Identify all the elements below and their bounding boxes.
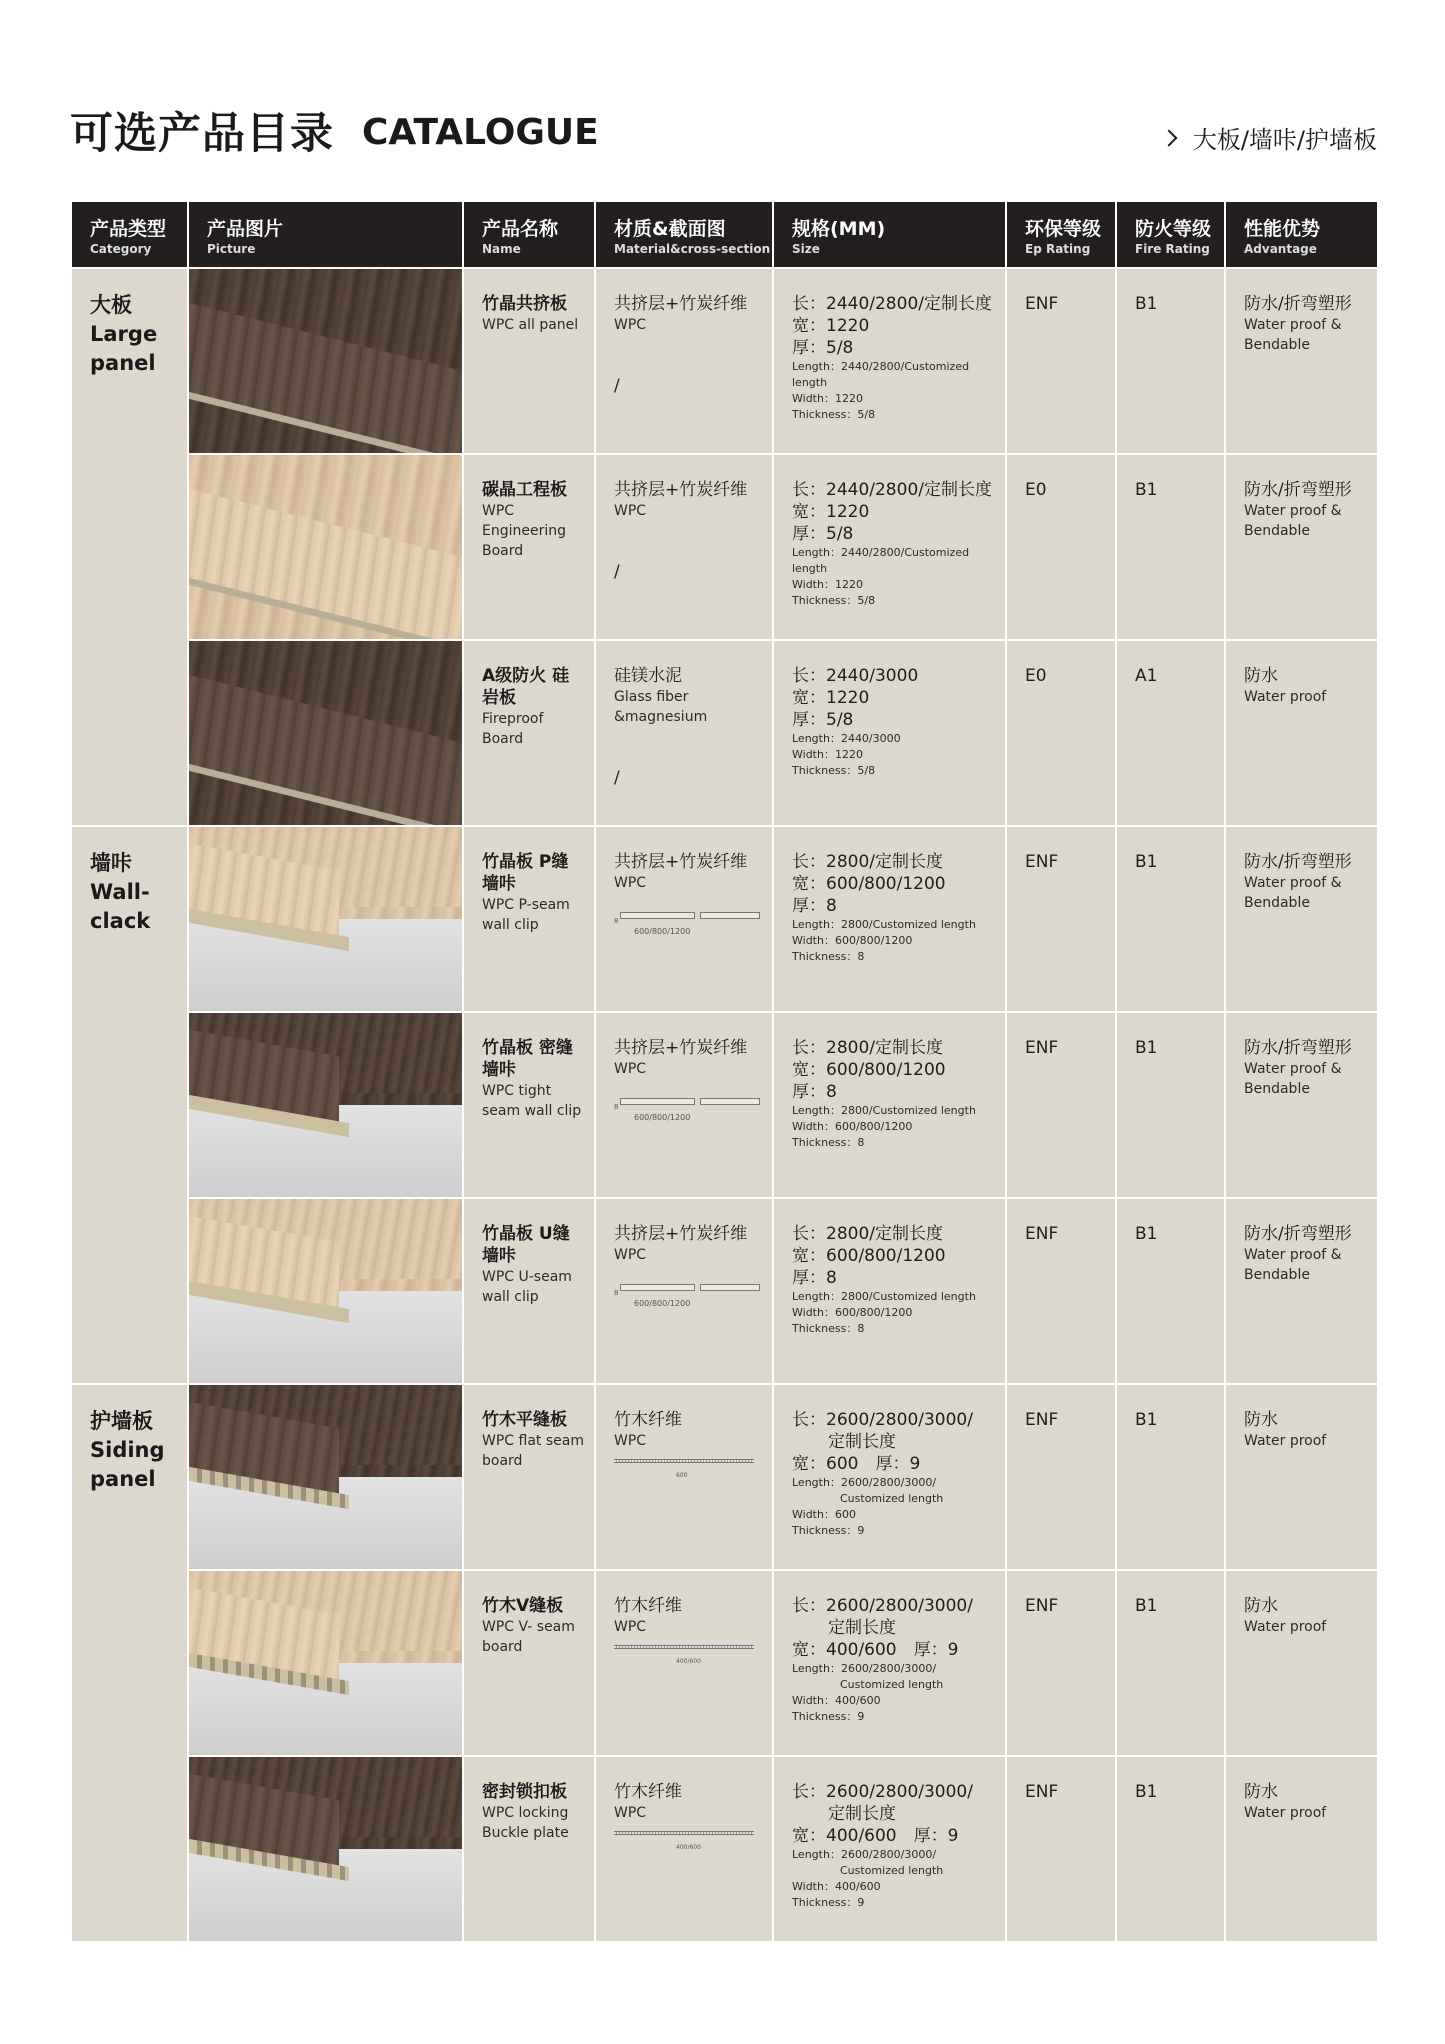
size-line: 长：2440/2800/定制长度 bbox=[792, 480, 992, 500]
product-name-cell bbox=[463, 454, 595, 640]
product-name-cell bbox=[463, 640, 595, 826]
material-cell bbox=[595, 640, 773, 826]
material-cell bbox=[595, 1384, 773, 1570]
material-en: WPC bbox=[614, 1619, 647, 1635]
material-cell bbox=[595, 454, 773, 640]
size-line: 宽：600/800/1200 bbox=[792, 874, 946, 894]
size-line-en: Thickness：5/8 bbox=[792, 764, 876, 777]
table-row bbox=[71, 1012, 1378, 1198]
product-image bbox=[188, 640, 463, 826]
material-cn: 硅镁水泥 bbox=[614, 666, 682, 686]
cross-section-diagram: 8 600/800/1200 bbox=[614, 1093, 764, 1115]
material-cn: 共挤层+竹炭纤维 bbox=[614, 294, 748, 314]
material-en: WPC bbox=[614, 503, 647, 519]
fire-rating: B1 bbox=[1116, 1756, 1225, 1942]
advantage-cn: 防水 bbox=[1244, 1596, 1278, 1616]
advantage-en: Water proof & Bendable bbox=[1244, 1061, 1342, 1097]
size-line-en: Length：2600/2800/3000/ bbox=[792, 1662, 937, 1675]
advantage-cn: 防水 bbox=[1244, 666, 1278, 686]
fire-rating: B1 bbox=[1116, 1012, 1225, 1198]
product-name-cell bbox=[463, 1012, 595, 1198]
chevron-right-icon bbox=[1160, 129, 1177, 146]
product-name-cell bbox=[463, 1198, 595, 1384]
size-line-en: Length：2600/2800/3000/ bbox=[792, 1848, 937, 1861]
category-name-cn: 墙咔 bbox=[90, 851, 132, 875]
size-line-en: Length：2440/2800/Customized length bbox=[792, 360, 970, 389]
product-name-cn: 竹晶板 U缝墙咔 bbox=[482, 1224, 570, 1266]
size-line-en: Length：2440/3000 bbox=[792, 732, 901, 745]
material-cn: 共挤层+竹炭纤维 bbox=[614, 852, 748, 872]
size-line-en: Length：2800/Customized length bbox=[792, 918, 976, 931]
size-line: 长：2800/定制长度 bbox=[792, 852, 943, 872]
advantage-cn: 防水 bbox=[1244, 1782, 1278, 1802]
advantage-cn: 防水/折弯塑形 bbox=[1244, 1038, 1352, 1058]
material-cell bbox=[595, 1570, 773, 1756]
product-name-cell bbox=[463, 1570, 595, 1756]
size-line-en: Customized length bbox=[840, 1864, 944, 1877]
advantage-en: Water proof & Bendable bbox=[1244, 875, 1342, 911]
advantage-cell bbox=[1225, 1012, 1378, 1198]
size-line: 长：2440/3000 bbox=[792, 666, 919, 686]
size-line-en: Width：400/600 bbox=[792, 1880, 881, 1893]
size-line: 定制长度 bbox=[828, 1618, 896, 1638]
advantage-en: Water proof & Bendable bbox=[1244, 1247, 1342, 1283]
material-cell bbox=[595, 826, 773, 1012]
table-row bbox=[71, 1384, 1378, 1570]
size-line-en: Thickness：5/8 bbox=[792, 594, 876, 607]
product-name-cn: 竹晶板 P缝墙咔 bbox=[482, 852, 569, 894]
advantage-cell bbox=[1225, 268, 1378, 454]
size-line-en: Thickness：9 bbox=[792, 1710, 865, 1723]
size-line: 定制长度 bbox=[828, 1432, 896, 1452]
ep-rating: ENF bbox=[1006, 826, 1116, 1012]
material-cell bbox=[595, 1198, 773, 1384]
size-line: 厚：8 bbox=[792, 1082, 837, 1102]
fire-rating: B1 bbox=[1116, 826, 1225, 1012]
product-image bbox=[188, 454, 463, 640]
product-name-en: WPC tight seam wall clip bbox=[482, 1083, 582, 1119]
material-cn: 共挤层+竹炭纤维 bbox=[614, 480, 748, 500]
size-line-en: Width：600/800/1200 bbox=[792, 934, 913, 947]
size-line-en: Customized length bbox=[840, 1678, 944, 1691]
breadcrumb-label: 大板/墙咔/护墙板 bbox=[1192, 126, 1377, 154]
advantage-en: Water proof & Bendable bbox=[1244, 503, 1342, 539]
size-line: 宽：400/600 厚：9 bbox=[792, 1826, 959, 1846]
fire-rating: B1 bbox=[1116, 1384, 1225, 1570]
size-line-en: Thickness：9 bbox=[792, 1524, 865, 1537]
product-image bbox=[188, 268, 463, 454]
page-title-cn: 可选产品目录 bbox=[70, 109, 334, 159]
product-name-en: WPC all panel bbox=[482, 317, 579, 333]
category-name-en: Large panel bbox=[90, 322, 158, 375]
cross-section-placeholder: / bbox=[614, 376, 620, 396]
size-cell bbox=[773, 1756, 1006, 1942]
size-line-en: Width：600/800/1200 bbox=[792, 1306, 913, 1319]
fire-rating: B1 bbox=[1116, 1198, 1225, 1384]
size-line: 长：2600/2800/3000/ bbox=[792, 1596, 973, 1616]
size-line-en: Length：2800/Customized length bbox=[792, 1290, 976, 1303]
material-en: WPC bbox=[614, 875, 647, 891]
advantage-en: Water proof bbox=[1244, 1619, 1327, 1635]
size-line: 厚：8 bbox=[792, 1268, 837, 1288]
material-en: WPC bbox=[614, 1061, 647, 1077]
size-line-en: Thickness：9 bbox=[792, 1896, 865, 1909]
product-name-en: WPC locking Buckle plate bbox=[482, 1805, 569, 1841]
size-line-en: Length：2600/2800/3000/ bbox=[792, 1476, 937, 1489]
table-row bbox=[71, 640, 1378, 826]
category-cell bbox=[71, 268, 188, 826]
advantage-cn: 防水/折弯塑形 bbox=[1244, 1224, 1352, 1244]
material-cell bbox=[595, 1756, 773, 1942]
table-row bbox=[71, 268, 1378, 454]
product-name-cell bbox=[463, 268, 595, 454]
size-line: 宽：1220 bbox=[792, 502, 870, 522]
product-name-cn: 竹木平缝板 bbox=[482, 1410, 567, 1430]
advantage-en: Water proof bbox=[1244, 689, 1327, 705]
size-line: 厚：8 bbox=[792, 896, 837, 916]
product-image bbox=[188, 1384, 463, 1570]
breadcrumb[interactable] bbox=[1163, 120, 1377, 155]
size-cell bbox=[773, 268, 1006, 454]
advantage-cn: 防水/折弯塑形 bbox=[1244, 480, 1352, 500]
column-header: 环保等级 Ep Rating bbox=[1006, 201, 1116, 268]
material-cell bbox=[595, 1012, 773, 1198]
category-name-cn: 大板 bbox=[90, 293, 132, 317]
ep-rating: ENF bbox=[1006, 1570, 1116, 1756]
column-header: 材质&截面图 Material&cross-section bbox=[595, 201, 773, 268]
category-name-en: Siding panel bbox=[90, 1438, 165, 1491]
size-line-en: Length：2440/2800/Customized length bbox=[792, 546, 970, 575]
material-cn: 竹木纤维 bbox=[614, 1782, 682, 1802]
cross-section-diagram: 8 600/800/1200 bbox=[614, 1279, 764, 1301]
material-cn: 竹木纤维 bbox=[614, 1596, 682, 1616]
cross-section-diagram: 400/600 bbox=[614, 1643, 754, 1659]
advantage-cn: 防水 bbox=[1244, 1410, 1278, 1430]
product-name-en: Fireproof Board bbox=[482, 711, 544, 747]
material-en: WPC bbox=[614, 1247, 647, 1263]
size-cell bbox=[773, 1384, 1006, 1570]
advantage-en: Water proof bbox=[1244, 1433, 1327, 1449]
product-name-cell bbox=[463, 826, 595, 1012]
product-image bbox=[188, 826, 463, 1012]
product-name-cn: 竹晶共挤板 bbox=[482, 294, 567, 314]
size-line: 长：2800/定制长度 bbox=[792, 1038, 943, 1058]
material-cn: 共挤层+竹炭纤维 bbox=[614, 1224, 748, 1244]
size-line-en: Width：600 bbox=[792, 1508, 856, 1521]
advantage-cell bbox=[1225, 1756, 1378, 1942]
cross-section-diagram: 8 600/800/1200 bbox=[614, 907, 764, 929]
size-line: 宽：1220 bbox=[792, 688, 870, 708]
product-name-en: WPC flat seam board bbox=[482, 1433, 584, 1469]
advantage-en: Water proof & Bendable bbox=[1244, 317, 1342, 353]
product-image bbox=[188, 1012, 463, 1198]
table-header-row bbox=[71, 201, 1378, 268]
product-name-cn: 碳晶工程板 bbox=[482, 480, 567, 500]
product-name-cell bbox=[463, 1756, 595, 1942]
size-line: 长：2600/2800/3000/ bbox=[792, 1410, 973, 1430]
material-cn: 共挤层+竹炭纤维 bbox=[614, 1038, 748, 1058]
product-name-cn: 竹晶板 密缝墙咔 bbox=[482, 1038, 573, 1080]
size-cell bbox=[773, 1570, 1006, 1756]
size-cell bbox=[773, 826, 1006, 1012]
product-name-en: WPC P-seam wall clip bbox=[482, 897, 570, 933]
advantage-cell bbox=[1225, 1384, 1378, 1570]
size-line: 厚：5/8 bbox=[792, 338, 854, 358]
cross-section-diagram: 600 bbox=[614, 1457, 754, 1473]
ep-rating: E0 bbox=[1006, 454, 1116, 640]
table-row bbox=[71, 454, 1378, 640]
size-line: 宽：600/800/1200 bbox=[792, 1060, 946, 1080]
size-line-en: Width：600/800/1200 bbox=[792, 1120, 913, 1133]
fire-rating: B1 bbox=[1116, 268, 1225, 454]
material-cell bbox=[595, 268, 773, 454]
column-header: 产品类型 Category bbox=[71, 201, 188, 268]
column-header: 性能优势 Advantage bbox=[1225, 201, 1378, 268]
ep-rating: ENF bbox=[1006, 1012, 1116, 1198]
table-row bbox=[71, 826, 1378, 1012]
table-row bbox=[71, 1756, 1378, 1942]
category-name-cn: 护墙板 bbox=[90, 1409, 153, 1433]
advantage-cn: 防水/折弯塑形 bbox=[1244, 852, 1352, 872]
advantage-cell bbox=[1225, 826, 1378, 1012]
category-cell bbox=[71, 826, 188, 1384]
size-line-en: Thickness：5/8 bbox=[792, 408, 876, 421]
size-line: 长：2800/定制长度 bbox=[792, 1224, 943, 1244]
page-header bbox=[70, 100, 1377, 160]
column-header: 规格(MM) Size bbox=[773, 201, 1006, 268]
size-line: 宽：1220 bbox=[792, 316, 870, 336]
ep-rating: ENF bbox=[1006, 1756, 1116, 1942]
product-name-cn: A级防火 硅岩板 bbox=[482, 666, 570, 708]
ep-rating: E0 bbox=[1006, 640, 1116, 826]
product-name-cell bbox=[463, 1384, 595, 1570]
size-line: 厚：5/8 bbox=[792, 710, 854, 730]
cross-section-diagram: 400/600 bbox=[614, 1829, 754, 1845]
size-line-en: Thickness：8 bbox=[792, 950, 865, 963]
fire-rating: B1 bbox=[1116, 1570, 1225, 1756]
size-cell bbox=[773, 640, 1006, 826]
catalogue-table bbox=[70, 200, 1379, 1943]
product-name-en: WPC Engineering Board bbox=[482, 503, 566, 559]
product-name-cn: 密封锁扣板 bbox=[482, 1782, 567, 1802]
column-header: 产品图片 Picture bbox=[188, 201, 463, 268]
size-cell bbox=[773, 1198, 1006, 1384]
cross-section-placeholder: / bbox=[614, 768, 620, 788]
size-line: 宽：600/800/1200 bbox=[792, 1246, 946, 1266]
advantage-cell bbox=[1225, 454, 1378, 640]
size-line-en: Length：2800/Customized length bbox=[792, 1104, 976, 1117]
product-image bbox=[188, 1570, 463, 1756]
size-line: 宽：600 厚：9 bbox=[792, 1454, 921, 1474]
advantage-cell bbox=[1225, 1570, 1378, 1756]
fire-rating: A1 bbox=[1116, 640, 1225, 826]
material-en: WPC bbox=[614, 1805, 647, 1821]
product-name-en: WPC U-seam wall clip bbox=[482, 1269, 572, 1305]
ep-rating: ENF bbox=[1006, 1198, 1116, 1384]
advantage-en: Water proof bbox=[1244, 1805, 1327, 1821]
column-header: 产品名称 Name bbox=[463, 201, 595, 268]
category-cell bbox=[71, 1384, 188, 1942]
category-name-en: Wall-clack bbox=[90, 880, 151, 933]
size-cell bbox=[773, 454, 1006, 640]
product-image bbox=[188, 1198, 463, 1384]
size-line-en: Thickness：8 bbox=[792, 1136, 865, 1149]
size-cell bbox=[773, 1012, 1006, 1198]
page-title-en: CATALOGUE bbox=[362, 112, 599, 153]
ep-rating: ENF bbox=[1006, 1384, 1116, 1570]
advantage-cell bbox=[1225, 640, 1378, 826]
column-header: 防火等级 Fire Rating bbox=[1116, 201, 1225, 268]
table-row bbox=[71, 1198, 1378, 1384]
product-name-cn: 竹木V缝板 bbox=[482, 1596, 564, 1616]
cross-section-placeholder: / bbox=[614, 562, 620, 582]
advantage-cn: 防水/折弯塑形 bbox=[1244, 294, 1352, 314]
size-line-en: Width：1220 bbox=[792, 392, 863, 405]
advantage-cell bbox=[1225, 1198, 1378, 1384]
size-line: 长：2600/2800/3000/ bbox=[792, 1782, 973, 1802]
size-line-en: Width：400/600 bbox=[792, 1694, 881, 1707]
size-line-en: Customized length bbox=[840, 1492, 944, 1505]
product-name-en: WPC V- seam board bbox=[482, 1619, 575, 1655]
table-body bbox=[71, 268, 1378, 1942]
material-en: Glass fiber &magnesium bbox=[614, 689, 708, 725]
material-cn: 竹木纤维 bbox=[614, 1410, 682, 1430]
table-row bbox=[71, 1570, 1378, 1756]
size-line: 长：2440/2800/定制长度 bbox=[792, 294, 992, 314]
product-image bbox=[188, 1756, 463, 1942]
material-en: WPC bbox=[614, 317, 647, 333]
ep-rating: ENF bbox=[1006, 268, 1116, 454]
fire-rating: B1 bbox=[1116, 454, 1225, 640]
size-line-en: Width：1220 bbox=[792, 578, 863, 591]
size-line: 宽：400/600 厚：9 bbox=[792, 1640, 959, 1660]
material-en: WPC bbox=[614, 1433, 647, 1449]
size-line: 厚：5/8 bbox=[792, 524, 854, 544]
size-line-en: Thickness：8 bbox=[792, 1322, 865, 1335]
size-line-en: Width：1220 bbox=[792, 748, 863, 761]
size-line: 定制长度 bbox=[828, 1804, 896, 1824]
